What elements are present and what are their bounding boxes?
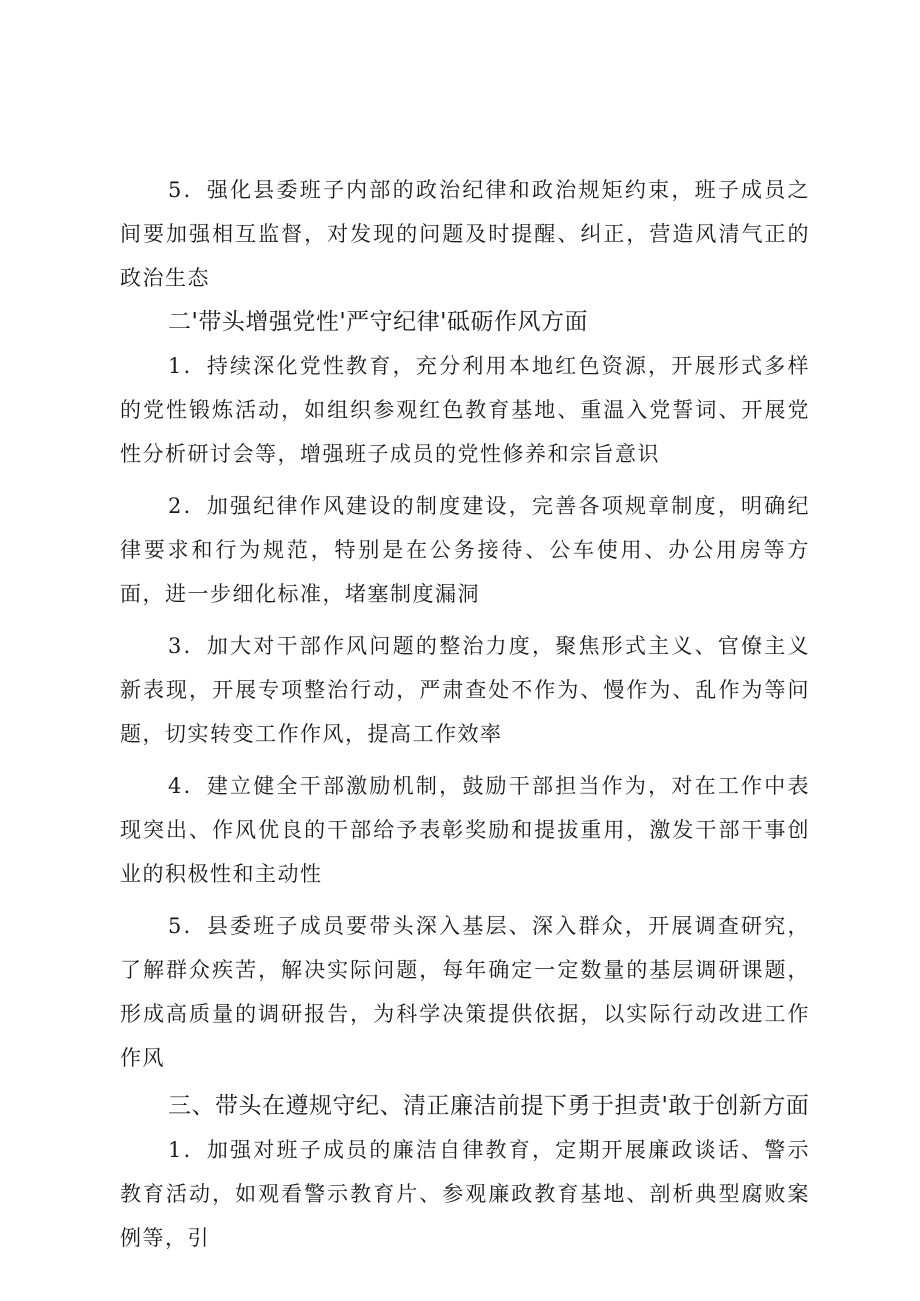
section2-item-5: 5．县委班子成员要带头深入基层、深入群众，开展调查研究，了解群众疾苦，解决实际问题，每年确定一定数量的基层调研课题，形成高质量的调研报告，为科学决策提供依据，以实际行动改进工作作风: [120, 914, 810, 1070]
paragraph-spacer: [120, 896, 810, 904]
document-body: [120, 168, 810, 1260]
section2-item-2: 2．加强纪律作风建设的制度建设，完善各项规章制度，明确纪律要求和行为规范，特别是在公务接待、公车使用、办公用房等方面，进一步细化标准，堵塞制度漏洞: [120, 494, 810, 606]
section2-item-4: 4．建立健全干部激励机制，鼓励干部担当作为，对在工作中表现突出、作风优良的干部给予表彰奖励和提拔重用，激发干部干事创业的积极性和主动性: [120, 774, 810, 886]
section3-item-1: 1．加强对班子成员的廉洁自律教育，定期开展廉政谈话、警示教育活动，如观看警示教育片、参观廉政教育基地、剖析典型腐败案例等，引: [120, 1138, 810, 1250]
section2-item-1: 1．持续深化党性教育，充分利用本地红色资源，开展形式多样的党性锻炼活动，如组织参观红色教育基地、重温入党誓词、开展党性分析研讨会等，增强班子成员的党性修养和宗旨意识: [120, 354, 810, 466]
paragraph-spacer: [120, 756, 810, 764]
section-heading-2: 二'带头增强党性'严守纪律'砥砺作风方面: [168, 309, 588, 335]
section-heading-3: 三、带头在遵规守纪、清正廉洁前提下勇于担责'敢于创新方面: [168, 1093, 810, 1119]
paragraph-spacer: [120, 476, 810, 484]
paragraph-item-5: 5．强化县委班子内部的政治纪律和政治规矩约束，班子成员之间要加强相互监督，对发现的问题及时提醒、纠正，营造风清气正的政治生态: [120, 178, 810, 290]
paragraph-spacer: [120, 616, 810, 624]
section2-item-3: 3．加大对干部作风问题的整治力度，聚焦形式主义、官僚主义新表现，开展专项整治行动，严肃查处不作为、慢作为、乱作为等问题，切实转变工作作风，提高工作效率: [120, 634, 810, 746]
